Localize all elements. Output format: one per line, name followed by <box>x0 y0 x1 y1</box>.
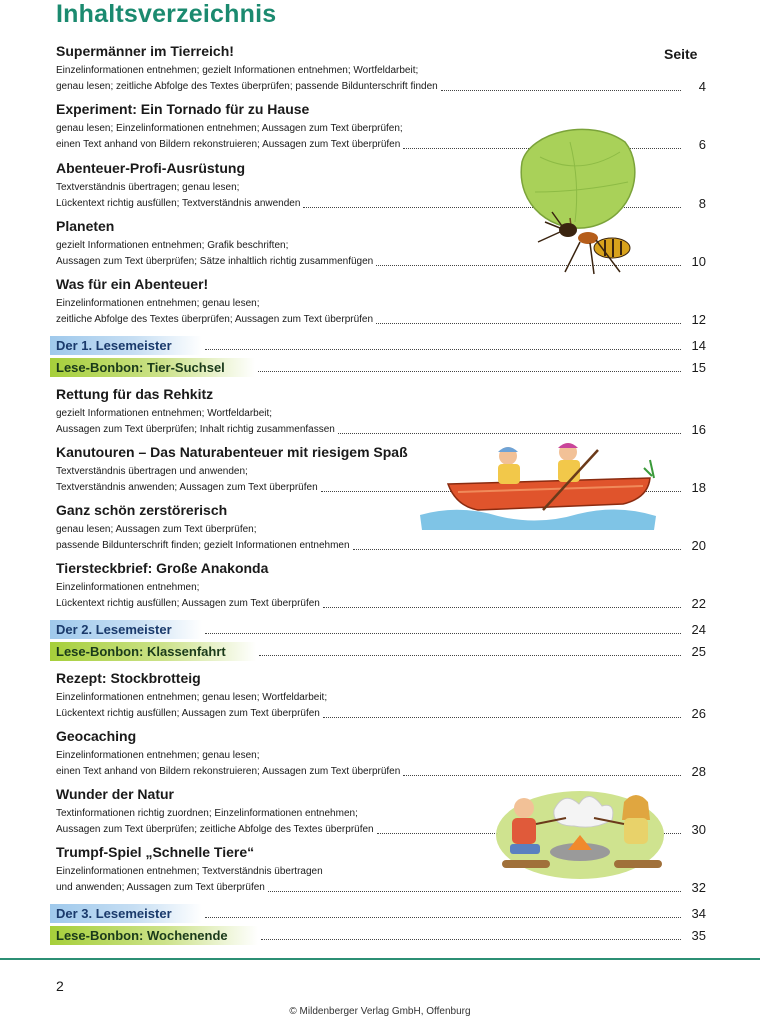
entry-description: Lückentext richtig ausfüllen; Aussagen zum Text überprüfen <box>56 708 320 719</box>
entry-title: Experiment: Ein Tornado für zu Hause <box>56 101 310 117</box>
campfire-illustration <box>494 780 666 880</box>
bar-page: 15 <box>691 360 706 375</box>
lese-bonbon-bar[interactable] <box>50 642 706 661</box>
lesemeister-bar[interactable] <box>50 620 706 639</box>
entry-title: Ganz schön zerstörerisch <box>56 502 228 518</box>
entry-title: Wunder der Natur <box>56 786 174 802</box>
toc-entry[interactable] <box>56 727 706 779</box>
dot-leader <box>323 717 681 718</box>
page-number: 2 <box>56 978 64 994</box>
toc-entry[interactable] <box>56 385 706 437</box>
lese-bonbon-bar[interactable] <box>50 358 706 377</box>
copyright-notice: © Mildenberger Verlag GmbH, Offenburg <box>289 1006 471 1017</box>
entry-description: genau lesen; Einzelinformationen entnehmen; Aussagen zum Text überprüfen; <box>56 123 403 134</box>
leaf-and-ant-illustration <box>510 122 645 282</box>
dot-leader <box>376 323 681 324</box>
entry-title: Supermänner im Tierreich! <box>56 43 234 59</box>
entry-description: Einzelinformationen entnehmen; <box>56 582 200 593</box>
entry-page: 32 <box>691 880 706 895</box>
entry-title: Was für ein Abenteuer! <box>56 276 209 292</box>
dot-leader <box>338 433 681 434</box>
entry-page: 20 <box>691 538 706 553</box>
entry-description: Einzelinformationen entnehmen; gezielt Informationen entnehmen; Wortfeldarbeit; <box>56 65 419 76</box>
bar-label: Der 1. Lesemeister <box>50 336 202 355</box>
page-column-label: Seite <box>664 46 698 62</box>
entry-description: gezielt Informationen entnehmen; Grafik beschriften; <box>56 240 289 251</box>
bar-page: 14 <box>691 338 706 353</box>
dot-leader <box>261 939 681 940</box>
entry-description: und anwenden; Aussagen zum Text überprüfen <box>56 882 265 893</box>
entry-page: 18 <box>691 480 706 495</box>
entry-description: genau lesen; Aussagen zum Text überprüfen; <box>56 524 257 535</box>
dot-leader <box>353 549 681 550</box>
entry-description: gezielt Informationen entnehmen; Wortfeldarbeit; <box>56 408 273 419</box>
dot-leader <box>205 917 681 918</box>
entry-title: Rettung für das Rehkitz <box>56 386 214 402</box>
toc-entry[interactable] <box>56 42 706 94</box>
entry-description: genau lesen; zeitliche Abfolge des Textes überprüfen; passende Bildunterschrift finden <box>56 81 438 92</box>
toc-entry[interactable] <box>56 669 706 721</box>
entry-description: Einzelinformationen entnehmen; genau lesen; Wortfeldarbeit; <box>56 692 328 703</box>
entry-page: 22 <box>691 596 706 611</box>
entry-title: Trumpf-Spiel „Schnelle Tiere“ <box>56 844 255 860</box>
dot-leader <box>258 371 681 372</box>
entry-page: 6 <box>698 137 706 152</box>
entry-description: Aussagen zum Text überprüfen; Sätze inhaltlich richtig zusammenfügen <box>56 256 374 267</box>
dot-leader <box>441 90 681 91</box>
dot-leader <box>205 349 681 350</box>
dot-leader <box>205 633 681 634</box>
bar-label: Der 2. Lesemeister <box>50 620 202 639</box>
entry-description: Lückentext richtig ausfüllen; Aussagen zum Text überprüfen <box>56 598 320 609</box>
lese-bonbon-bar[interactable] <box>50 926 706 945</box>
bar-label: Lese-Bonbon: Wochenende <box>50 926 258 945</box>
bar-page: 25 <box>691 644 706 659</box>
entry-description: Einzelinformationen entnehmen; genau lesen; <box>56 750 260 761</box>
entry-description: Einzelinformationen entnehmen; genau lesen; <box>56 298 260 309</box>
lesemeister-bar[interactable] <box>50 904 706 923</box>
entry-page: 30 <box>691 822 706 837</box>
entry-title: Rezept: Stockbrotteig <box>56 670 201 686</box>
entry-page: 26 <box>691 706 706 721</box>
entry-description: Aussagen zum Text überprüfen; Inhalt richtig zusammenfassen <box>56 424 335 435</box>
entry-description: Textinformationen richtig zuordnen; Einzelinformationen entnehmen; <box>56 808 358 819</box>
entry-title: Geocaching <box>56 728 137 744</box>
bar-page: 34 <box>691 906 706 921</box>
bar-page: 24 <box>691 622 706 637</box>
bar-label: Lese-Bonbon: Klassenfahrt <box>50 642 256 661</box>
dot-leader <box>268 891 681 892</box>
entry-description: Textverständnis übertragen; genau lesen; <box>56 182 240 193</box>
toc-entry[interactable] <box>56 559 706 611</box>
entry-description: Einzelinformationen entnehmen; Textverständnis übertragen <box>56 866 323 877</box>
entry-description: einen Text anhand von Bildern rekonstruieren; Aussagen zum Text überprüfen <box>56 139 401 150</box>
footer-divider <box>0 958 760 960</box>
entry-page: 12 <box>691 312 706 327</box>
entry-description: einen Text anhand von Bildern rekonstruieren; Aussagen zum Text überprüfen <box>56 766 401 777</box>
entry-title: Kanutouren – Das Naturabenteuer mit riesigem Spaß <box>56 444 408 460</box>
dot-leader <box>403 775 681 776</box>
entry-description: passende Bildunterschrift finden; gezielt Informationen entnehmen <box>56 540 350 551</box>
entry-page: 16 <box>691 422 706 437</box>
dot-leader <box>323 607 681 608</box>
entry-page: 8 <box>698 196 706 211</box>
entry-title: Abenteuer-Profi-Ausrüstung <box>56 160 245 176</box>
lesemeister-bar[interactable] <box>50 336 706 355</box>
page-title: Inhaltsverzeichnis <box>56 0 277 28</box>
entry-page: 28 <box>691 764 706 779</box>
entry-title: Planeten <box>56 218 115 234</box>
entry-description: Lückentext richtig ausfüllen; Textverständnis anwenden <box>56 198 301 209</box>
entry-description: zeitliche Abfolge des Textes überprüfen; Aussagen zum Text überprüfen <box>56 314 374 325</box>
entry-description: Textverständnis übertragen und anwenden; <box>56 466 248 477</box>
dot-leader <box>259 655 681 656</box>
entry-description: Aussagen zum Text überprüfen; zeitliche Abfolge des Textes überprüfen <box>56 824 374 835</box>
toc-entry[interactable] <box>56 275 706 327</box>
bar-label: Der 3. Lesemeister <box>50 904 202 923</box>
bar-page: 35 <box>691 928 706 943</box>
bar-label: Lese-Bonbon: Tier-Suchsel <box>50 358 255 377</box>
entry-title: Tiersteckbrief: Große Anakonda <box>56 560 269 576</box>
entry-page: 10 <box>691 254 706 269</box>
entry-description: Textverständnis anwenden; Aussagen zum Text überprüfen <box>56 482 318 493</box>
entry-page: 4 <box>698 79 706 94</box>
canoe-illustration <box>418 440 658 532</box>
